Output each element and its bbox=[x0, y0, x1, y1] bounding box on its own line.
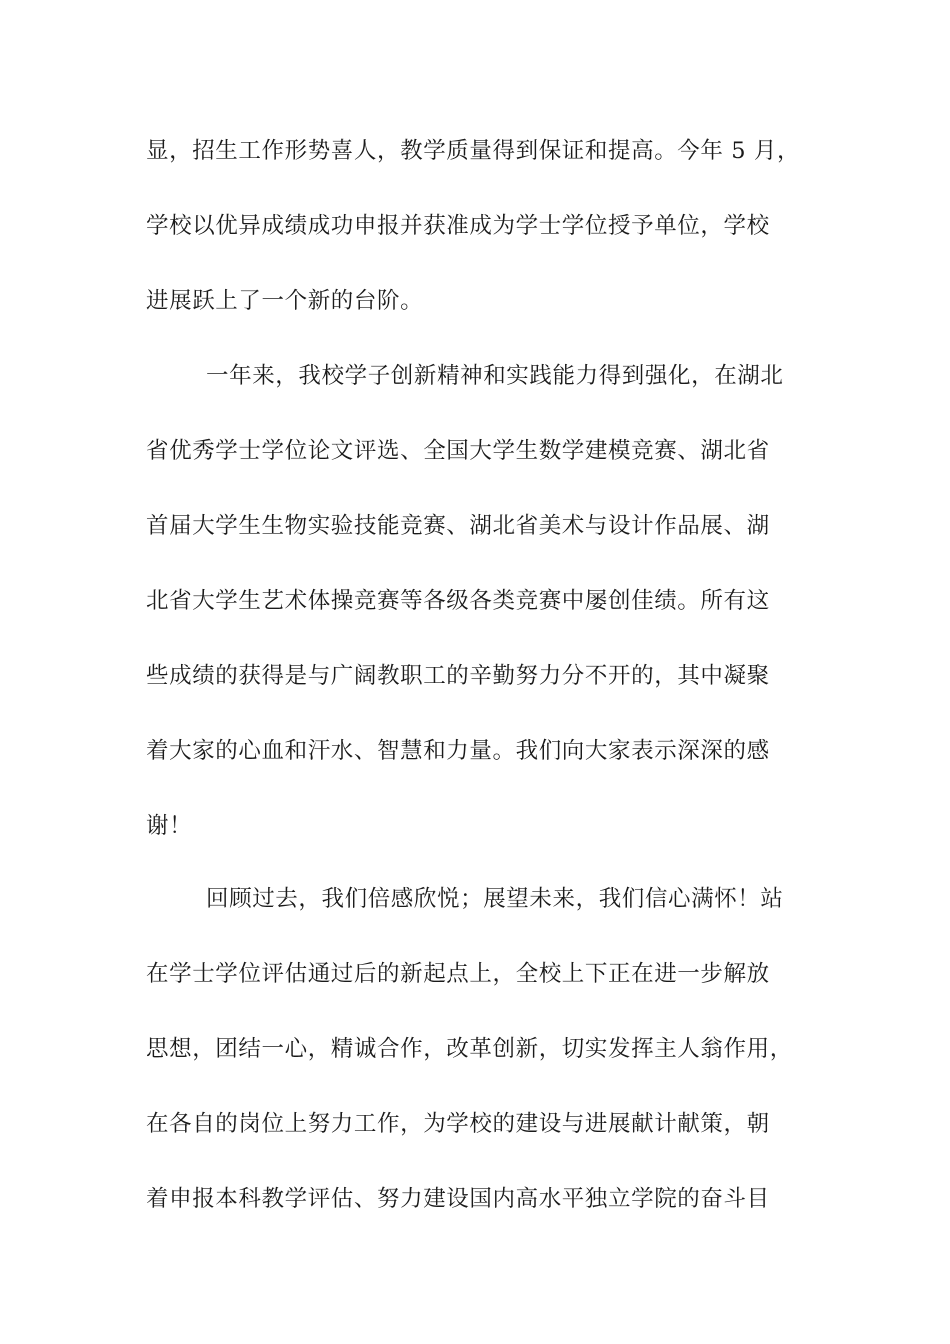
text-line: 在学士学位评估通过后的新起点上，全校上下正在进一步解放 bbox=[146, 961, 770, 987]
text-line: 省优秀学士学位论文评选、全国大学生数学建模竞赛、湖北省 bbox=[146, 438, 770, 464]
text-line: 一年来，我校学子创新精神和实践能力得到强化，在湖北 bbox=[206, 363, 784, 389]
text-line: 进展跃上了一个新的台阶。 bbox=[146, 288, 424, 314]
text-line: 思想，团结一心，精诚合作，改革创新，切实发挥主人翁作用， bbox=[146, 1036, 793, 1062]
text-line: 着申报本科教学评估、努力建设国内高水平独立学院的奋斗目 bbox=[146, 1186, 770, 1212]
text-line: 回顾过去，我们倍感欣悦；展望未来，我们信心满怀！站 bbox=[206, 886, 784, 912]
text-line: 在各自的岗位上努力工作，为学校的建设与进展献计献策，朝 bbox=[146, 1111, 770, 1137]
text-line: 着大家的心血和汗水、智慧和力量。我们向大家表示深深的感 bbox=[146, 738, 770, 764]
text-line: 学校以优异成绩成功申报并获准成为学士学位授予单位，学校 bbox=[146, 213, 770, 239]
text-line: 谢！ bbox=[146, 813, 193, 839]
text-line: 首届大学生生物实验技能竞赛、湖北省美术与设计作品展、湖 bbox=[146, 513, 770, 539]
text-line: 些成绩的获得是与广阔教职工的辛勤努力分不开的，其中凝聚 bbox=[146, 663, 770, 689]
text-line: 北省大学生艺术体操竞赛等各级各类竞赛中屡创佳绩。所有这 bbox=[146, 588, 770, 614]
text-line: 显，招生工作形势喜人，教学质量得到保证和提高。今年 5 月， bbox=[146, 138, 801, 164]
